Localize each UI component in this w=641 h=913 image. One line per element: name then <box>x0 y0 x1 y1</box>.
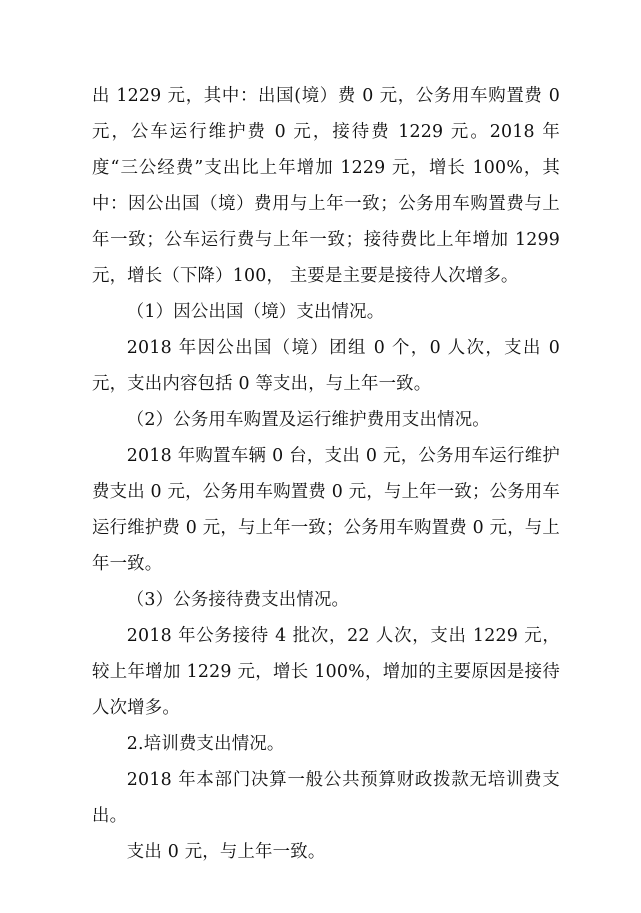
paragraph-training-total: 支出 0 元，与上年一致。 <box>126 842 326 862</box>
heading-vehicle-expense: （2）公务用车购置及运行维护费用支出情况。 <box>126 410 490 430</box>
heading-overseas-expense: （1）因公出国（境）支出情况。 <box>126 302 385 322</box>
paragraph-summary: 出 1229 元，其中：出国(境）费 0 元，公务用车购置费 0 元，公车运行维护费 0 元，接待费 1229 元。2018 年度“三公经费”支出比上年增加 1229 元，增长 100%，其中：因公出国（境）费用与上年一致；公务用车购置费与上年一致；公车运行费与上年一致；接待费比上年增加 1299 元，增长（下降）100， 主要是主要是接待人次增多。 <box>92 86 560 286</box>
paragraph-training-expense: 2018 年本部门决算一般公共预算财政拨款无培训费支出。 <box>92 770 560 826</box>
heading-reception-expense: （3）公务接待费支出情况。 <box>126 590 350 610</box>
paragraph-reception-expense: 2018 年公务接待 4 批次，22 人次，支出 1229 元，较上年增加 1229 元，增长 100%，增加的主要原因是接待人次增多。 <box>92 626 560 718</box>
paragraph-vehicle-expense: 2018 年购置车辆 0 台，支出 0 元，公务用车运行维护费支出 0 元，公务用车购置费 0 元，与上年一致；公务用车运行维护费 0 元，与上年一致；公务用车购置费 0 元，与上年一致。 <box>92 446 560 574</box>
heading-training-expense: 2.培训费支出情况。 <box>126 734 285 754</box>
document-body <box>92 78 560 870</box>
paragraph-overseas-expense: 2018 年因公出国（境）团组 0 个，0 人次，支出 0 元，支出内容包括 0 等支出，与上年一致。 <box>92 338 560 394</box>
